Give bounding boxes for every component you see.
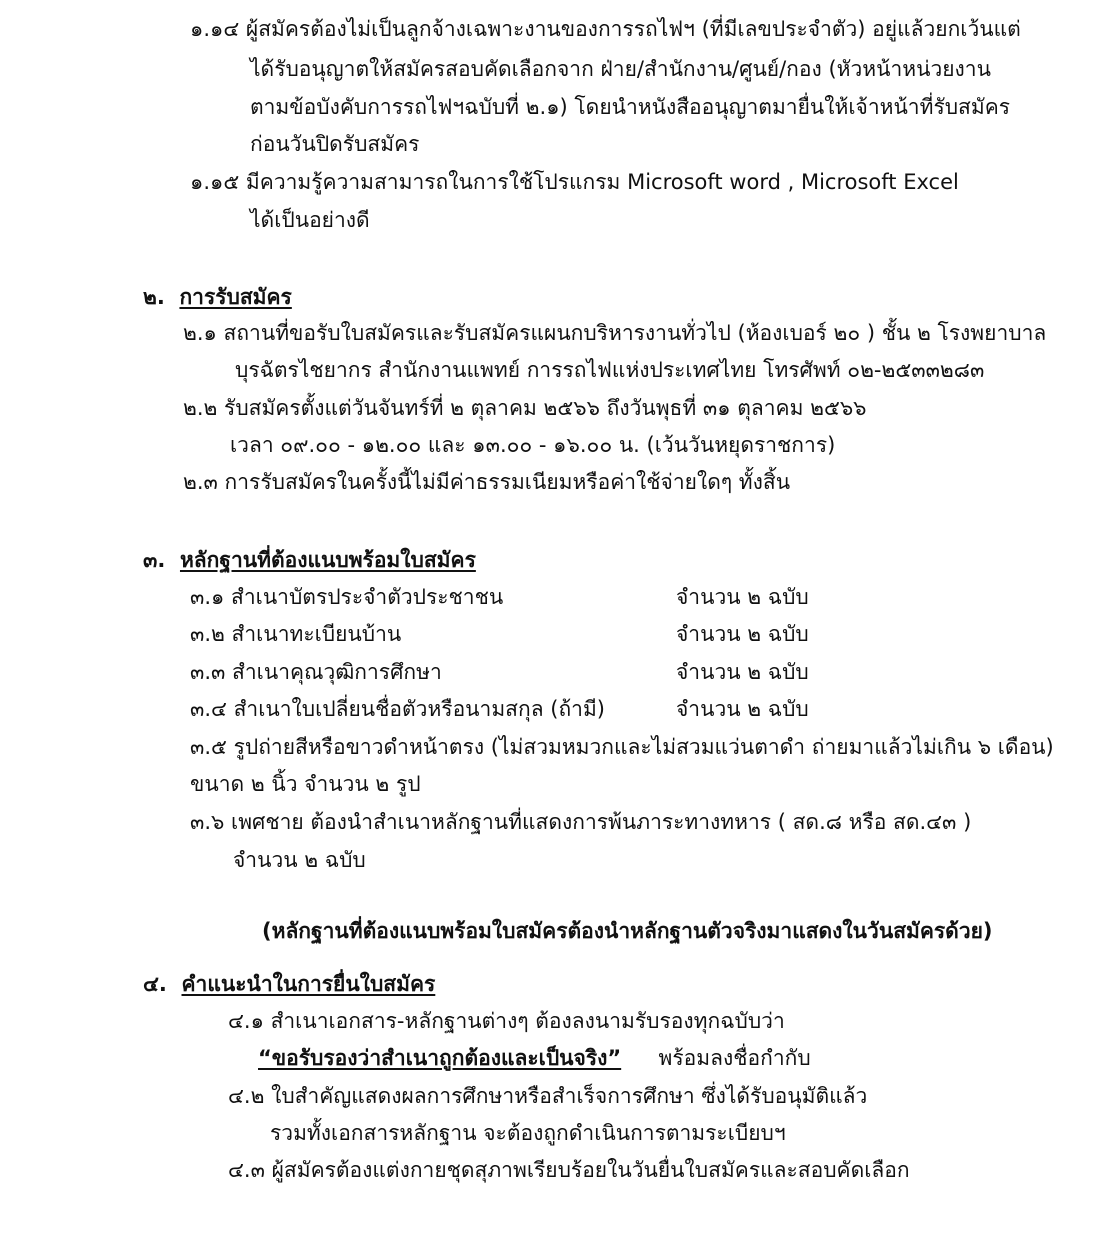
item-4-2-line-2: รวมทั้งเอกสารหลักฐาน จะต้องถูกดำเนินการตามระเบียบฯ [270, 1121, 786, 1145]
section-2-heading [143, 282, 292, 312]
item-4-1-line-1: ๔.๑ สำเนาเอกสาร-หลักฐานต่างๆ ต้องลงนามรับรองทุกฉบับว่า [228, 1009, 785, 1033]
item-1-15-line-1 [190, 167, 959, 197]
section-3-heading [143, 545, 476, 575]
item-1-14-line-4: ก่อนวันปิดรับสมัคร [250, 132, 420, 156]
doc-3-3-copies: จำนวน ๒ ฉบับ [676, 660, 809, 684]
item-1-15-line-2: ได้เป็นอย่างดี [250, 208, 370, 232]
doc-3-6-line-2: จำนวน ๒ ฉบับ [233, 848, 366, 872]
section-4-title: คำแนะนำในการยื่นใบสมัคร [181, 972, 436, 996]
section-2-number: ๒. [143, 285, 165, 309]
section-4-heading [143, 969, 435, 999]
section-2-title: การรับสมัคร [179, 285, 292, 309]
doc-3-4-label: ๓.๔ สำเนาใบเปลี่ยนชื่อตัวหรือนามสกุล (ถ้ามี) [190, 697, 605, 721]
doc-3-1-label: ๓.๑ สำเนาบัตรประจำตัวประชาชน [190, 585, 504, 609]
doc-3-2-label: ๓.๒ สำเนาทะเบียนบ้าน [190, 622, 402, 646]
item-1-14-line-1 [190, 14, 1021, 44]
item-1-14-line-2: ได้รับอนุญาตให้สมัครสอบคัดเลือกจาก ฝ่าย/สำนักงาน/ศูนย์/กอง (หัวหน้าหน่วยงาน [250, 57, 991, 81]
item-2-2-line-1: ๒.๒ รับสมัครตั้งแต่วันจันทร์ที่ ๒ ตุลาคม ๒๕๖๖ ถึงวันพุธที่ ๓๑ ตุลาคม ๒๕๖๖ [183, 396, 867, 420]
doc-3-5-line-2: ขนาด ๒ นิ้ว จำนวน ๒ รูป [190, 772, 421, 796]
doc-3-3-label: ๓.๓ สำเนาคุณวุฒิการศึกษา [190, 660, 442, 684]
doc-3-1-copies: จำนวน ๒ ฉบับ [676, 585, 809, 609]
certification-tail: พร้อมลงชื่อกำกับ [658, 1046, 811, 1070]
item-1-14-line-3: ตามข้อบังคับการรถไฟฯฉบับที่ ๒.๑) โดยนำหนังสืออนุญาตมายื่นให้เจ้าหน้าที่รับสมัคร [250, 95, 1011, 119]
item-1-14-number: ๑.๑๔ [190, 17, 240, 41]
item-2-2-line-2: เวลา ๐๙.๐๐ - ๑๒.๐๐ และ ๑๓.๐๐ - ๑๖.๐๐ น. (เว้นวันหยุดราชการ) [230, 433, 836, 457]
section-4-number: ๔. [143, 972, 167, 996]
item-2-1-line-1: ๒.๑ สถานที่ขอรับใบสมัครและรับสมัครแผนกบริหารงานทั่วไป (ห้องเบอร์ ๒๐ ) ชั้น ๒ โรงพยาบาล [183, 321, 1047, 345]
section-3-title: หลักฐานที่ต้องแนบพร้อมใบสมัคร [179, 548, 476, 572]
doc-3-4-copies: จำนวน ๒ ฉบับ [676, 697, 809, 721]
item-2-3-line-1: ๒.๓ การรับสมัครในครั้งนี้ไม่มีค่าธรรมเนียมหรือค่าใช้จ่ายใดๆ ทั้งสิ้น [183, 470, 791, 494]
item-4-3-line-1: ๔.๓ ผู้สมัครต้องแต่งกายชุดสุภาพเรียบร้อยในวันยื่นใบสมัครและสอบคัดเลือก [228, 1158, 910, 1182]
certification-quote: “ขอรับรองว่าสำเนาถูกต้องและเป็นจริง” [258, 1046, 622, 1070]
item-2-1-line-2: บุรฉัตรไชยากร สำนักงานแพทย์ การรถไฟแห่งประเทศไทย โทรศัพท์ ๐๒-๒๕๓๓๒๘๓ [235, 358, 985, 382]
section-3-number: ๓. [143, 548, 166, 572]
item-1-15-number: ๑.๑๕ [190, 170, 240, 194]
item-1-14-text-1: ผู้สมัครต้องไม่เป็นลูกจ้างเฉพาะงานของการรถไฟฯ (ที่มีเลขประจำตัว) อยู่แล้วยกเว้นแต่ [245, 17, 1021, 41]
doc-3-2-copies: จำนวน ๒ ฉบับ [676, 622, 809, 646]
doc-3-6-line-1: ๓.๖ เพศชาย ต้องนำสำเนาหลักฐานที่แสดงการพ้นภาระทางทหาร ( สด.๘ หรือ สด.๔๓ ) [190, 810, 972, 834]
doc-3-5-line-1: ๓.๕ รูปถ่ายสีหรือขาวดำหน้าตรง (ไม่สวมหมวกและไม่สวมแว่นตาดำ ถ่ายมาแล้วไม่เกิน ๖ เดือน) [190, 735, 1054, 759]
item-4-2-line-1: ๔.๒ ใบสำคัญแสดงผลการศึกษาหรือสำเร็จการศึกษา ซึ่งได้รับอนุมัติแล้ว [228, 1084, 868, 1108]
item-4-1-line-2 [258, 1043, 811, 1073]
item-1-15-text-1: มีความรู้ความสามารถในการใช้โปรแกรม Microsoft word , Microsoft Excel [245, 170, 959, 194]
section-3-note: (หลักฐานที่ต้องแนบพร้อมใบสมัครต้องนำหลักฐานตัวจริงมาแสดงในวันสมัครด้วย) [262, 919, 993, 943]
